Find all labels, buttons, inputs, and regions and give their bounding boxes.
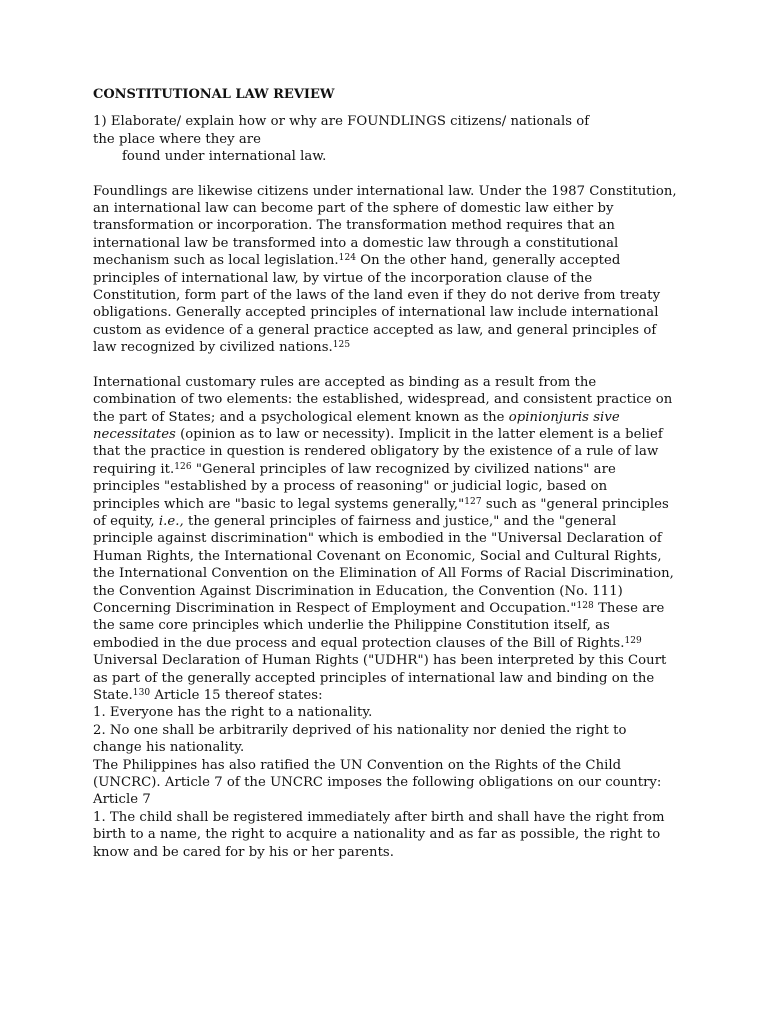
paragraph-text: On the other hand, generally accepted principles of international law, by virtue of the incorporation clause of the Constitution, form part of the laws of the land even if they do not derive from treaty obligations. Generally accepted principles of international law include international custom as evidence of a general practice accepted as law, and general principles of law recognized by civilized nations. — [93, 253, 661, 356]
paragraph-text: (opinion as to law or necessity). Implicit in the latter element is a belief that the practice in question is rendered obligatory by the existence of a rule of law requiring it. — [93, 426, 663, 477]
paragraph-text: the general principles of fairness and justice," and the "general principle against discrimination" which is embodied in the "Universal Declaration of Human Rights, the International Covenant on Economic, Social and Cultural Rights, the International Convention on the Elimination of All Forms of Racial Discrimination, the Convention Against Discrimination in Education, the Convention (No. 111) Concerning Discrimination in Respect of Employment and Occupation." — [93, 513, 674, 616]
question-line-2: the place where they are — [93, 131, 261, 147]
paragraph-uncrc: The Philippines has also ratified the UN Convention on the Rights of the Child (UNCRC). Article 7 of the UNCRC imposes the following obligations on our country: — [93, 757, 662, 791]
article-heading: Article 7 — [93, 792, 151, 808]
latin-term: opinionjuris sive necessitates — [93, 409, 620, 442]
question-line-1: 1) Elaborate/ explain how or why are FOUNDLINGS citizens/ nationals of — [93, 114, 590, 130]
document-body — [93, 86, 677, 861]
udhr-item: 2. No one shall be arbitrarily deprived of his nationality nor denied the right to change his nationality. — [93, 722, 627, 756]
paragraph-text: "General principles of law recognized by civilized nations" are principles "established by a process of reasoning" or judicial logic, based on principles which are "basic to legal systems generally," — [93, 461, 616, 512]
question-line-3: found under international law. — [122, 149, 327, 165]
footnote-ref: 125 — [332, 340, 351, 351]
footnote-ref: 130 — [132, 688, 151, 698]
paragraph-udhr — [93, 652, 677, 704]
document-title: CONSTITUTIONAL LAW REVIEW — [93, 87, 335, 102]
paragraph-text: Foundlings are likewise citizens under international law. Under the 1987 Constitution, an international law can become part of the sphere of domestic law either by transformation or incorporation. The transformation method requires that an international law be transformed into a domestic law through a constitutional mechanism such as local legislation. — [93, 183, 677, 269]
article-item: 1. The child shall be registered immediately after birth and shall have the right from birth to a name, the right to acquire a nationality and as far as possible, the right to know and be cared for by his or her parents. — [93, 809, 665, 860]
paragraph-text: such as "general principles of equity, — [93, 496, 669, 529]
footnote-ref: 128 — [576, 600, 594, 611]
paragraph-text: Universal Declaration of Human Rights ("UDHR") has been interpreted by this Court as part of the generally accepted principles of international law and binding on the State. — [93, 653, 667, 703]
question-block — [93, 113, 677, 165]
paragraph-text: These are the same core principles which underlie the Philippine Constitution itself, as embodied in the due process and equal protection clauses of the Bill of Rights. — [93, 600, 665, 651]
latin-abbrev: i.e., — [158, 513, 184, 529]
udhr-item: 1. Everyone has the right to a nationality. — [93, 705, 373, 721]
paragraph-text: Article 15 thereof states: — [150, 688, 323, 703]
footnote-ref: 129 — [624, 635, 642, 646]
footnote-ref: 126 — [174, 461, 192, 472]
paragraph-customary-rules — [93, 374, 677, 653]
paragraph-text: International customary rules are accepted as binding as a result from the combination of two elements: the established, widespread, and consistent practice on the part of States; and a psychological element known as the — [93, 374, 673, 425]
paragraph-foundlings — [93, 183, 677, 357]
footnote-ref: 127 — [464, 496, 482, 507]
footnote-ref: 124 — [338, 253, 357, 264]
